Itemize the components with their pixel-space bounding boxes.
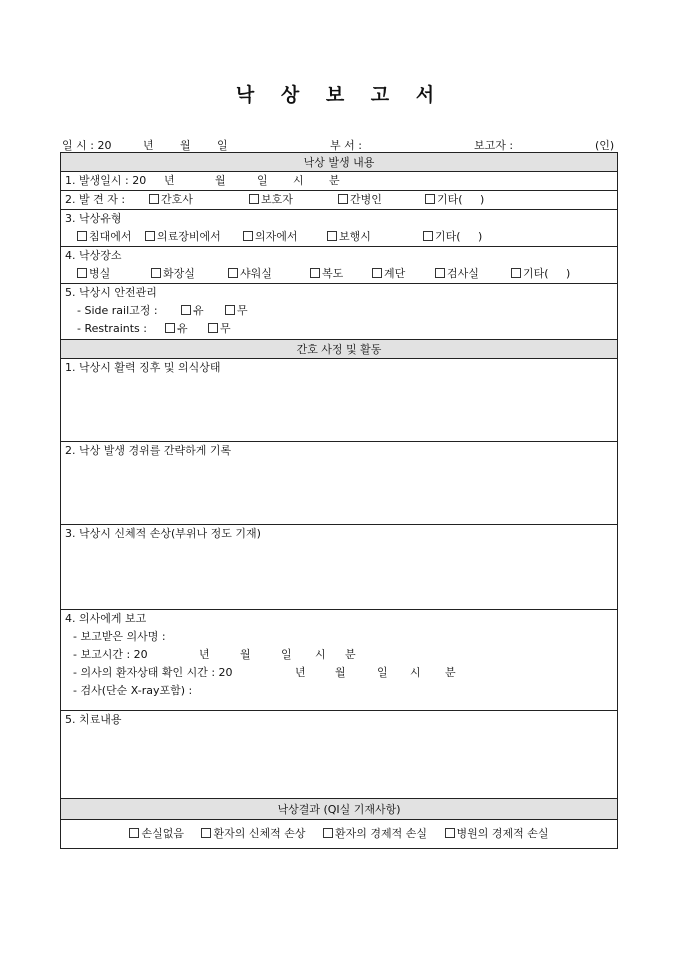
treatment-field[interactable]: 5. 치료내용 <box>61 711 617 799</box>
checkbox-guardian[interactable]: 보호자 <box>249 191 293 209</box>
fall-type-row: 3. 낙상유형 침대에서 의료장비에서 의자에서 보행시 기타( ) <box>61 210 617 247</box>
day-label: 일 <box>217 139 228 152</box>
section2-header: 간호 사정 및 활동 <box>61 340 617 359</box>
checkbox-restroom[interactable]: 화장실 <box>151 265 195 283</box>
checkbox-physical-injury[interactable]: 환자의 신체적 손상 <box>201 827 305 840</box>
occurrence-datetime-row: 1. 발생일시 : 20 년 월 일 시 분 <box>61 172 617 191</box>
header-meta <box>62 137 617 151</box>
fall-circumstances-field[interactable]: 2. 낙상 발생 경위를 간략하게 기록 <box>61 442 617 525</box>
checkbox-ward[interactable]: 병실 <box>77 265 110 283</box>
checkbox-stairs[interactable]: 계단 <box>372 265 405 283</box>
reporter-label: 보고자 : <box>474 139 514 152</box>
confirm-time-field[interactable]: - 의사의 환자상태 확인 시간 : 20 년 월 일 시 분 <box>73 666 456 679</box>
discoverer-row: 2. 발 견 자 : 간호사 보호자 간병인 기타( ) <box>61 191 617 210</box>
checkbox-bed[interactable]: 침대에서 <box>77 228 132 246</box>
checkbox-place-other[interactable]: 기타( ) <box>511 265 570 283</box>
date-label: 일 시 : 20 <box>62 139 112 152</box>
checkbox-restraints-yes[interactable]: 유 <box>165 320 188 338</box>
checkbox-chair[interactable]: 의자에서 <box>243 228 298 246</box>
dept-label: 부 서 : <box>330 139 362 152</box>
doctor-name-field[interactable]: - 보고받은 의사명 : <box>73 630 166 643</box>
vital-signs-field[interactable]: 1. 낙상시 활력 징후 및 의식상태 <box>61 359 617 442</box>
seal-label: (인) <box>595 139 615 152</box>
checkbox-no-loss[interactable]: 손실없음 <box>129 827 184 840</box>
document-title: 낙 상 보 고 서 <box>235 84 445 106</box>
checkbox-hospital-economic-loss[interactable]: 병원의 경제적 손실 <box>445 827 549 840</box>
checkbox-equipment[interactable]: 의료장비에서 <box>145 228 221 246</box>
checkbox-caregiver[interactable]: 간병인 <box>338 191 382 209</box>
checkbox-exam-room[interactable]: 검사실 <box>435 265 479 283</box>
fall-place-row: 4. 낙상장소 병실 화장실 샤워실 복도 계단 검사실 기타( ) <box>61 247 617 284</box>
fall-result-row <box>61 820 617 848</box>
safety-row: 5. 낙상시 안전관리 - Side rail고정 : 유 무 - Restraints : 유 무 <box>61 284 617 340</box>
checkbox-siderail-no[interactable]: 무 <box>225 302 248 320</box>
section3-header: 낙상결과 (QI실 기재사항) <box>61 799 617 820</box>
checkbox-siderail-yes[interactable]: 유 <box>181 302 204 320</box>
physical-injury-field[interactable]: 3. 낙상시 신체적 손상(부위나 정도 기재) <box>61 525 617 610</box>
checkbox-nurse[interactable]: 간호사 <box>149 191 193 209</box>
checkbox-restraints-no[interactable]: 무 <box>208 320 231 338</box>
month-label: 월 <box>180 139 191 152</box>
checkbox-type-other[interactable]: 기타( ) <box>423 228 482 246</box>
report-form <box>60 152 618 849</box>
doctor-report-section: 4. 의사에게 보고 - 보고받은 의사명 : - 보고시간 : 20 년 월 일 시 분 - 의사의 환자상태 확인 시간 : 20 년 월 일 시 분 - 검사(단순 X-ray포함) : <box>61 610 617 711</box>
exam-field[interactable]: - 검사(단순 X-ray포함) : <box>73 684 193 697</box>
checkbox-other[interactable]: 기타( ) <box>425 191 484 209</box>
year-label: 년 <box>143 139 154 152</box>
checkbox-patient-economic-loss[interactable]: 환자의 경제적 손실 <box>323 827 427 840</box>
checkbox-walking[interactable]: 보행시 <box>327 228 371 246</box>
section1-header: 낙상 발생 내용 <box>61 153 617 172</box>
checkbox-shower[interactable]: 샤워실 <box>228 265 272 283</box>
checkbox-hallway[interactable]: 복도 <box>310 265 343 283</box>
report-time-field[interactable]: - 보고시간 : 20 년 월 일 시 분 <box>73 648 356 661</box>
